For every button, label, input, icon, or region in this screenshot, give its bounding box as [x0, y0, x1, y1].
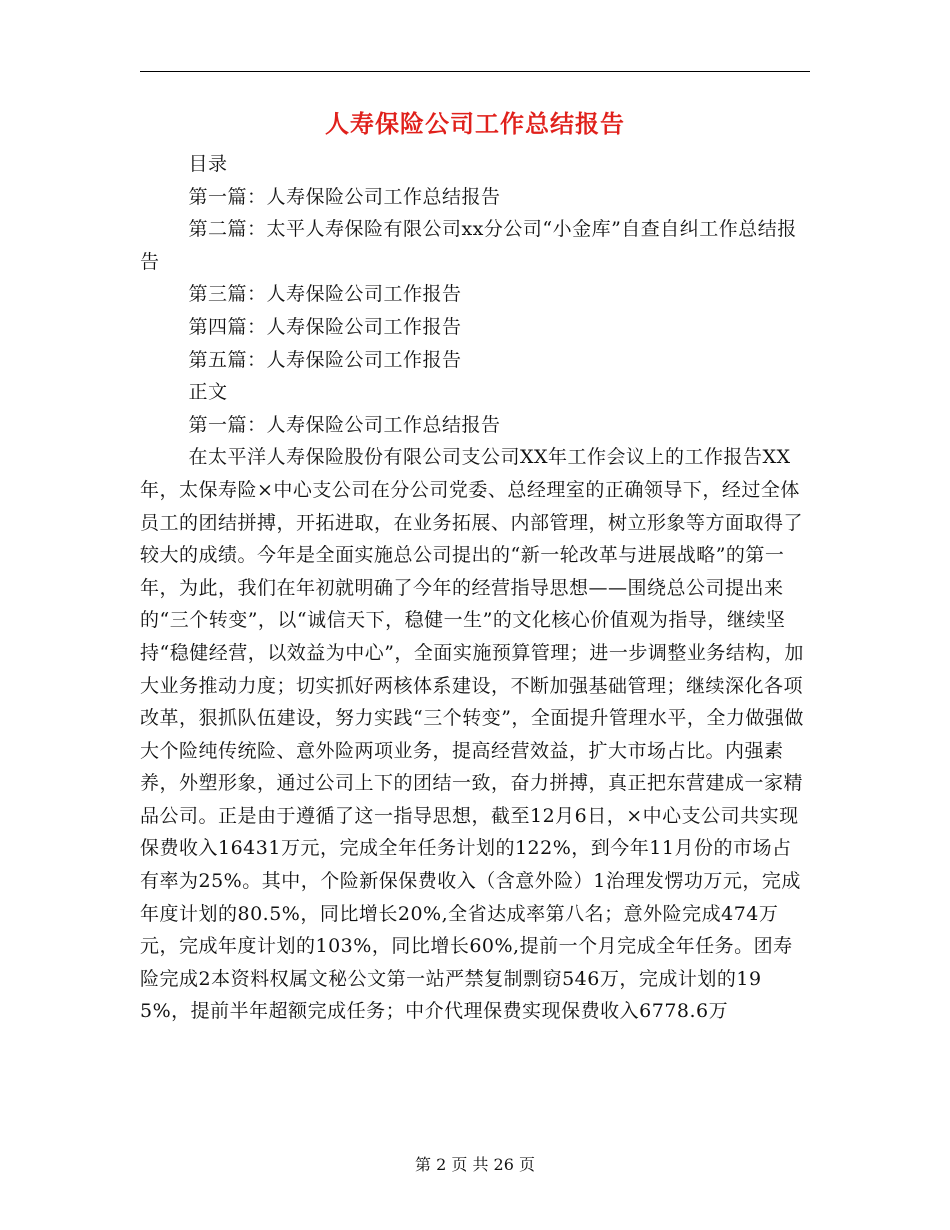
- header-rule: [140, 71, 810, 72]
- body-paragraph: 在太平洋人寿保险股份有限公司支公司XX年工作会议上的工作报告XX年，太保寿险×中心支公司在分公司党委、总经理室的正确领导下，经过全体员工的团结拼搏，开拓进取，在业务拓展、内部管理，树立形象等方面取得了较大的成绩。今年是全面实施总公司提出的“新一轮改革与进展战略”的第一年，为此，我们在年初就明确了今年的经营指导思想——围绕总公司提出来的“三个转变”，以“诚信天下，稳健一生”的文化核心价值观为指导，继续坚持“稳健经营，以效益为中心”，全面实施预算管理；进一步调整业务结构，加大业务推动力度；切实抓好两核体系建设，不断加强基础管理；继续深化各项改革，狠抓队伍建设，努力实践“三个转变”，全面提升管理水平，全力做强做大个险纯传统险、意外险两项业务，提高经营效益，扩大市场占比。内强素养，外塑形象，通过公司上下的团结一致，奋力拼搏，真正把东营建成一家精品公司。正是由于遵循了这一指导思想，截至12月6日，×中心支公司共实现保费收入16431万元，完成全年任务计划的122%，到今年11月份的市场占有率为25%。其中，个险新保保费收入（含意外险）1治理发愣功万元，完成年度计划的80.5%，同比增长20%,全省达成率第八名；意外险完成474万元，完成年度计划的103%，同比增长60%,提前一个月完成全年任务。团寿险完成2本资料权属文秘公文第一站严禁复制剽窃546万，完成计划的195%，提前半年超额完成任务；中介代理保费实现保费收入6778.6万: [140, 446, 804, 1023]
- document-title: 人寿保险公司工作总结报告: [325, 109, 625, 138]
- body-heading: 正文: [188, 381, 228, 404]
- toc-item-1: 第一篇：人寿保险公司工作总结报告: [188, 185, 501, 208]
- toc-item-3: 第三篇：人寿保险公司工作报告: [188, 283, 462, 306]
- section-heading: 第一篇：人寿保险公司工作总结报告: [188, 413, 501, 436]
- toc-item-4: 第四篇：人寿保险公司工作报告: [188, 315, 462, 338]
- toc-item-2: 第二篇：太平人寿保险有限公司xx分公司“小金库”自查自纠工作总结报告: [140, 218, 797, 273]
- toc-item-5: 第五篇：人寿保险公司工作报告: [188, 348, 462, 371]
- toc-heading: 目录: [188, 153, 228, 175]
- document-body: [140, 148, 810, 1028]
- page-number: 第 2 页 共 26 页: [415, 1155, 535, 1174]
